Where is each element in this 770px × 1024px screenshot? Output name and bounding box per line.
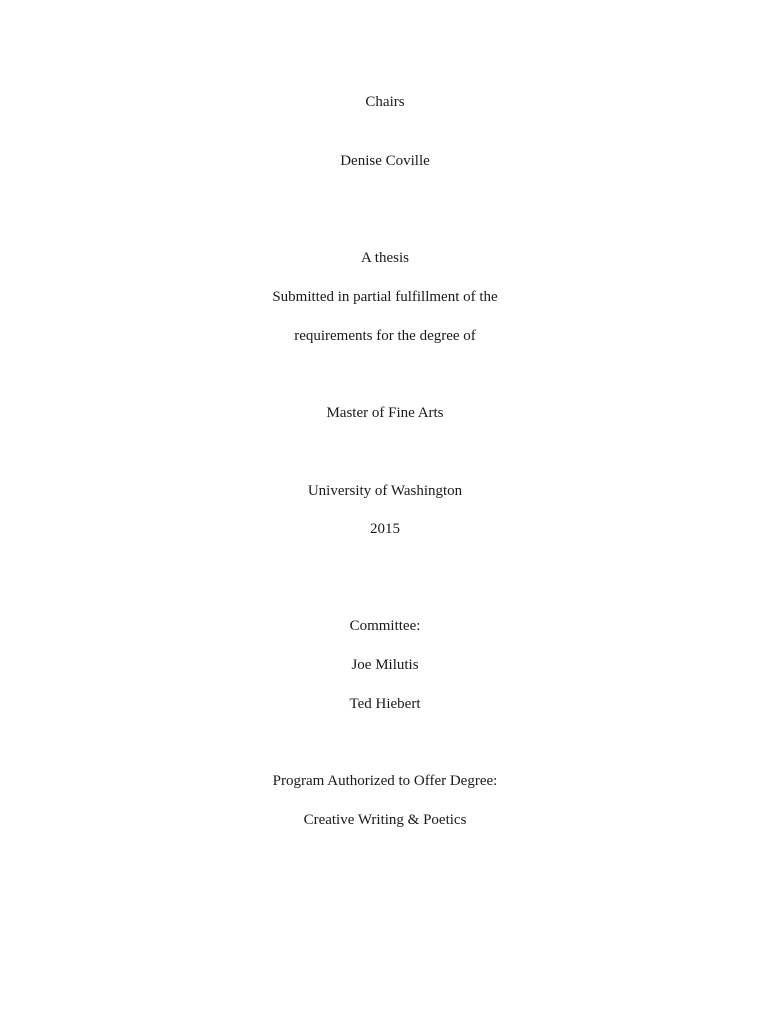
author-name: Denise Coville — [340, 153, 430, 169]
committee-heading: Committee: — [349, 618, 421, 634]
program-name: Creative Writing & Poetics — [303, 812, 467, 828]
committee-member: Ted Hiebert — [349, 696, 421, 712]
program-heading: Program Authorized to Offer Degree: — [272, 773, 498, 789]
submission-statement-line-1: Submitted in partial fulfillment of the — [272, 289, 498, 305]
document-type: A thesis — [361, 250, 409, 266]
submission-statement-line-2: requirements for the degree of — [294, 328, 476, 344]
degree-name: Master of Fine Arts — [326, 405, 444, 421]
university-name: University of Washington — [307, 483, 463, 499]
submission-year: 2015 — [370, 521, 400, 537]
document-title: Chairs — [365, 94, 405, 110]
committee-member: Joe Milutis — [351, 657, 419, 673]
